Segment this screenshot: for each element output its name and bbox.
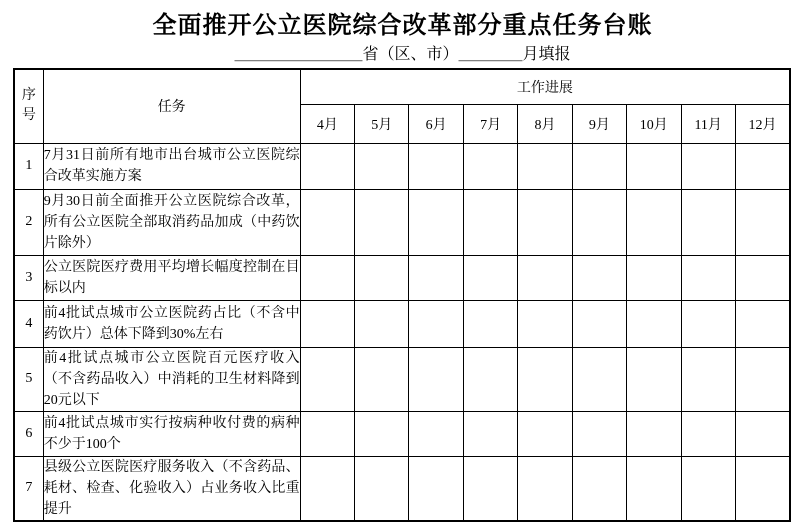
progress-cell[interactable] [355,347,409,411]
progress-cell[interactable] [681,255,735,300]
table-row [14,347,790,411]
progress-cell[interactable] [463,411,517,456]
task-text: 7月31日前所有地市出台城市公立医院综合改革实施方案 [43,143,300,189]
row-index: 5 [14,347,43,411]
progress-cell[interactable] [572,255,626,300]
row-index: 7 [14,456,43,521]
progress-cell[interactable] [409,411,463,456]
task-text: 县级公立医院医疗服务收入（不含药品、耗材、检查、化验收入）占业务收入比重提升 [43,456,300,521]
progress-cell[interactable] [681,300,735,347]
month-header-dec: 12月 [735,104,790,143]
progress-cell[interactable] [409,255,463,300]
progress-cell[interactable] [409,143,463,189]
tasks-table [13,68,791,522]
progress-cell[interactable] [572,143,626,189]
header-index: 序号 [14,69,43,143]
progress-cell[interactable] [300,456,354,521]
progress-cell[interactable] [735,143,790,189]
progress-cell[interactable] [735,347,790,411]
progress-cell[interactable] [735,411,790,456]
progress-cell[interactable] [681,189,735,255]
progress-cell[interactable] [681,411,735,456]
row-index: 2 [14,189,43,255]
progress-cell[interactable] [735,456,790,521]
month-header-nov: 11月 [681,104,735,143]
month-header-oct: 10月 [627,104,681,143]
header-task: 任务 [43,69,300,143]
progress-cell[interactable] [735,189,790,255]
month-header-may: 5月 [355,104,409,143]
progress-cell[interactable] [463,143,517,189]
progress-cell[interactable] [627,411,681,456]
progress-cell[interactable] [735,255,790,300]
progress-cell[interactable] [627,189,681,255]
progress-cell[interactable] [463,456,517,521]
progress-cell[interactable] [681,143,735,189]
progress-cell[interactable] [518,411,572,456]
progress-cell[interactable] [627,456,681,521]
month-header-sep: 9月 [572,104,626,143]
progress-cell[interactable] [409,189,463,255]
progress-cell[interactable] [300,143,354,189]
task-text: 前4批试点城市公立医院百元医疗收入（不含药品收入）中消耗的卫生材料降到20元以下 [43,347,300,411]
progress-cell[interactable] [627,347,681,411]
month-blank-line: ＿＿＿＿ [458,46,523,63]
progress-cell[interactable] [300,411,354,456]
progress-cell[interactable] [355,255,409,300]
progress-cell[interactable] [355,189,409,255]
task-text: 前4批试点城市实行按病种收付费的病种不少于100个 [43,411,300,456]
progress-cell[interactable] [463,347,517,411]
progress-cell[interactable] [300,255,354,300]
progress-cell[interactable] [463,255,517,300]
table-row [14,143,790,189]
progress-cell[interactable] [627,143,681,189]
table-row [14,255,790,300]
progress-cell[interactable] [518,255,572,300]
progress-cell[interactable] [355,300,409,347]
progress-cell[interactable] [409,347,463,411]
month-header-jun: 6月 [409,104,463,143]
progress-cell[interactable] [355,411,409,456]
month-header-aug: 8月 [518,104,572,143]
progress-cell[interactable] [572,347,626,411]
progress-cell[interactable] [627,255,681,300]
progress-cell[interactable] [409,300,463,347]
task-text: 公立医院医疗费用平均增长幅度控制在目标以内 [43,255,300,300]
month-header-jul: 7月 [463,104,517,143]
progress-cell[interactable] [572,189,626,255]
task-text: 前4批试点城市公立医院药占比（不含中药饮片）总体下降到30%左右 [43,300,300,347]
table-row [14,456,790,521]
progress-cell[interactable] [572,411,626,456]
page-title: 全面推开公立医院综合改革部分重点任务台账 [152,13,653,39]
progress-cell[interactable] [300,189,354,255]
header-progress: 工作进展 [300,69,790,104]
progress-cell[interactable] [518,189,572,255]
progress-cell[interactable] [463,189,517,255]
progress-cell[interactable] [300,300,354,347]
row-index: 4 [14,300,43,347]
month-header-apr: 4月 [300,104,354,143]
progress-cell[interactable] [518,456,572,521]
progress-cell[interactable] [735,300,790,347]
progress-cell[interactable] [627,300,681,347]
row-index: 6 [14,411,43,456]
progress-cell[interactable] [572,456,626,521]
progress-cell[interactable] [518,347,572,411]
table-row [14,300,790,347]
progress-cell[interactable] [518,300,572,347]
table-row [14,411,790,456]
progress-cell[interactable] [409,456,463,521]
province-blank-line: ＿＿＿＿＿＿＿＿ [234,46,363,63]
month-label: 月填报 [522,46,571,63]
progress-cell[interactable] [518,143,572,189]
subtitle [0,44,805,66]
progress-cell[interactable] [463,300,517,347]
progress-cell[interactable] [681,347,735,411]
table-row [14,189,790,255]
row-index: 3 [14,255,43,300]
progress-cell[interactable] [355,143,409,189]
province-label: 省（区、市） [362,46,459,63]
progress-cell[interactable] [681,456,735,521]
task-text: 9月30日前全面推开公立医院综合改革，所有公立医院全部取消药品加成（中药饮片除外） [43,189,300,255]
row-index: 1 [14,143,43,189]
progress-cell[interactable] [572,300,626,347]
progress-cell[interactable] [355,456,409,521]
progress-cell[interactable] [300,347,354,411]
